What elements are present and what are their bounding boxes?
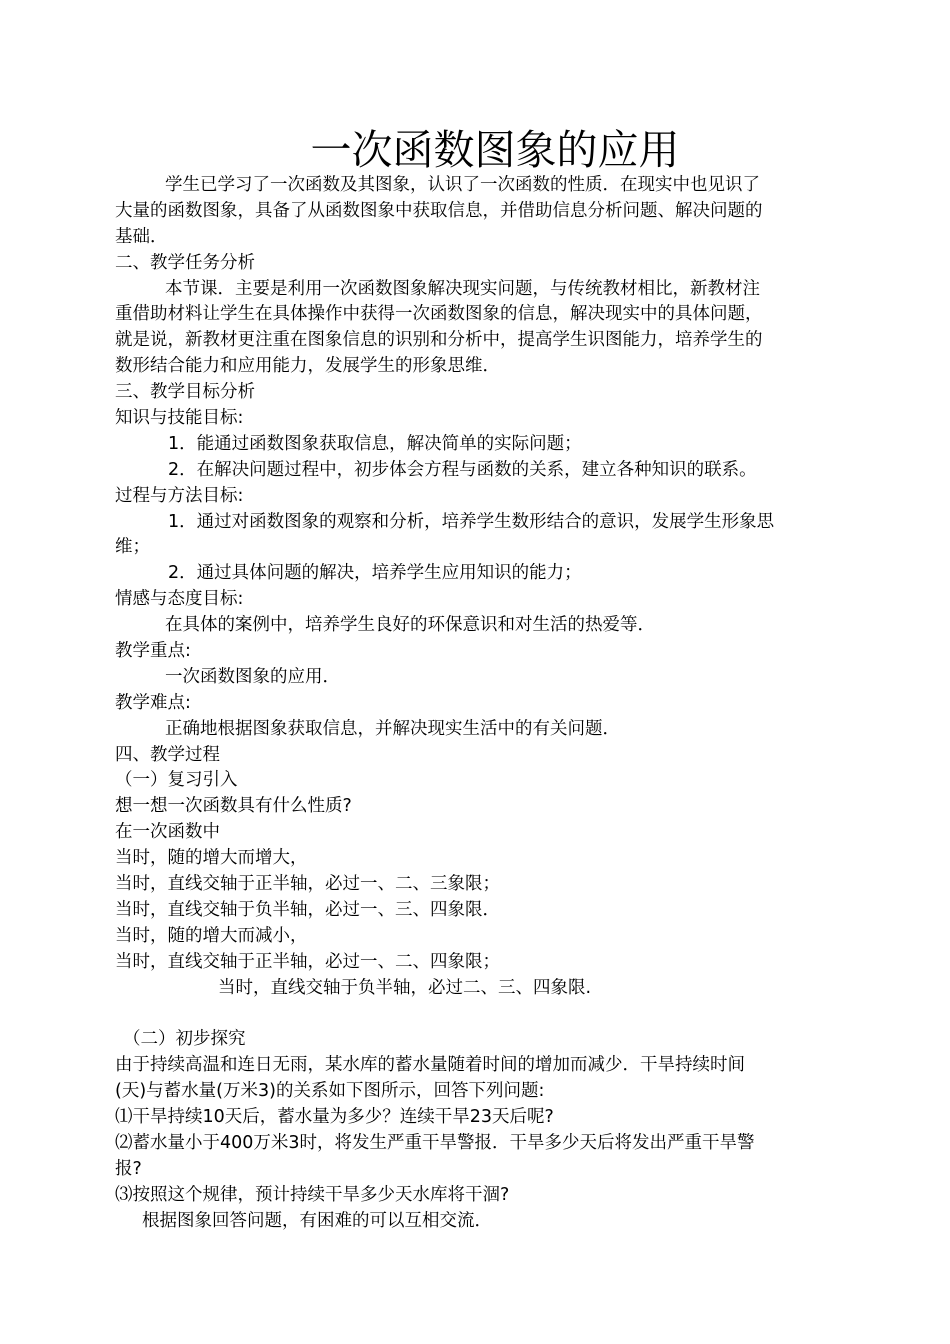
paragraph-line: 一次函数图象的应用．: [165, 666, 340, 687]
paragraph-line: 重借助材料让学生在具体操作中获得一次函数图象的信息，解决现实中的具体问题，: [115, 304, 763, 325]
paragraph-line: 在具体的案例中，培养学生良好的环保意识和对生活的热爱等．: [165, 615, 655, 636]
question-item: ⑴干旱持续10天后，蓄水量为多少？连续干旱23天后呢?: [115, 1107, 554, 1128]
paragraph-line: 当时，直线交轴于负半轴，必过一、三、四象限．: [115, 899, 500, 920]
paragraph-line: 正确地根据图象获取信息，并解决现实生活中的有关问题．: [165, 718, 620, 739]
page-title: 一次函数图象的应用: [310, 126, 680, 174]
paragraph-line: 维；: [115, 537, 150, 558]
subheading: 过程与方法目标:: [115, 485, 244, 506]
subheading: （一）复习引入: [115, 770, 238, 791]
paragraph-line: 报?: [115, 1158, 142, 1179]
paragraph-line: 本节课．主要是利用一次函数图象解决现实问题，与传统教材相比，新教材注: [165, 278, 760, 299]
paragraph-line: 基础．: [115, 226, 168, 247]
paragraph-line: 当时，随的增大而增大，: [115, 848, 308, 869]
blank-line: [115, 1002, 845, 1028]
paragraph-line: 想一想一次函数具有什么性质?: [115, 796, 352, 817]
list-item: 1．通过对函数图象的观察和分析，培养学生数形结合的意识，发展学生形象思: [168, 511, 775, 532]
list-item: 1．能通过函数图象获取信息，解决简单的实际问题；: [168, 433, 582, 454]
list-item: 2．在解决问题过程中，初步体会方程与函数的关系，建立各种知识的联系。: [168, 459, 757, 480]
subheading: 教学难点:: [115, 692, 191, 713]
paragraph-line: 当时，随的增大而减小，: [115, 925, 308, 946]
section-heading: 四、教学过程: [115, 744, 220, 765]
paragraph-line: 由于持续高温和连日无雨，某水库的蓄水量随着时间的增加而减少．干旱持续时间: [115, 1055, 745, 1076]
subheading: 知识与技能目标:: [115, 408, 244, 429]
paragraph-line: 根据图象回答问题，有困难的可以互相交流．: [142, 1210, 492, 1231]
subheading: 情感与态度目标:: [115, 589, 244, 610]
paragraph-line: 当时，直线交轴于正半轴，必过一、二、四象限；: [115, 951, 500, 972]
subheading: （二）初步探究: [123, 1029, 246, 1050]
list-item: 2．通过具体问题的解决，培养学生应用知识的能力；: [168, 563, 582, 584]
paragraph-line: 当时，直线交轴于正半轴，必过一、二、三象限；: [115, 874, 500, 895]
paragraph-line: 学生已学习了一次函数及其图象，认识了一次函数的性质．在现实中也见识了: [165, 175, 760, 195]
paragraph-line: 大量的函数图象，具备了从函数图象中获取信息，并借助信息分析问题、解决问题的: [115, 200, 763, 221]
paragraph-line: 数形结合能力和应用能力，发展学生的形象思维．: [115, 356, 500, 377]
paragraph-line: 当时，直线交轴于负半轴，必过二、三、四象限.: [218, 977, 592, 998]
question-item: ⑵蓄水量小于400万米3时，将发生严重干旱警报．干旱多少天后将发出严重干旱警: [115, 1132, 755, 1153]
document-body: [115, 173, 845, 1235]
paragraph-line: 就是说，新教材更注重在图象信息的识别和分析中，提高学生识图能力，培养学生的: [115, 330, 763, 351]
paragraph-line: 在一次函数中: [115, 822, 220, 843]
question-item: ⑶按照这个规律，预计持续干旱多少天水库将干涸?: [115, 1184, 510, 1205]
paragraph-line: (天)与蓄水量(万米3)的关系如下图所示，回答下列问题:: [115, 1081, 545, 1102]
subheading: 教学重点:: [115, 641, 191, 662]
section-heading: 三、教学目标分析: [115, 382, 255, 403]
section-heading: 二、教学任务分析: [115, 252, 255, 273]
